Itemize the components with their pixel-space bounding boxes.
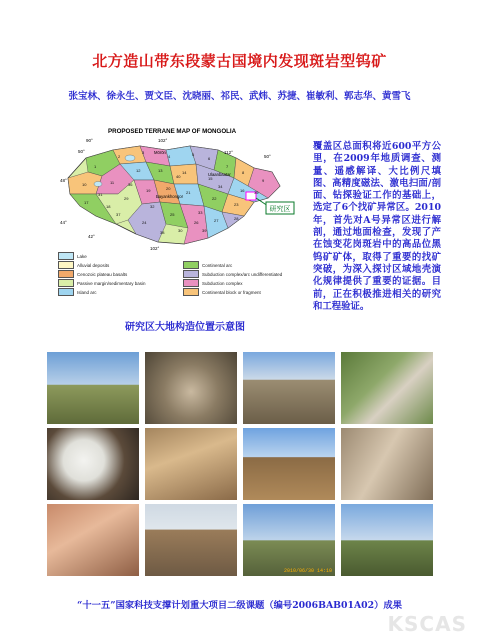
terrane-number: 27 bbox=[214, 218, 219, 223]
photo-excavator-trench bbox=[243, 428, 335, 500]
legend-label: Continental arc bbox=[202, 262, 233, 268]
terrane-number: 31 bbox=[98, 192, 103, 197]
author-list: 张宝林、徐永生、贾文臣、沈晓丽、祁民、武炜、苏捷、崔敏利、郭志华、黄雪飞 bbox=[68, 91, 411, 102]
photo-handheld-analyzer bbox=[47, 428, 139, 500]
legend-swatch bbox=[183, 261, 199, 269]
svg-text:44°: 44° bbox=[60, 220, 67, 225]
terrane-number: 8 bbox=[242, 170, 245, 175]
legend-item bbox=[183, 261, 232, 269]
terrane-number: 28 bbox=[234, 216, 239, 221]
legend-item bbox=[183, 288, 261, 296]
terrane-number: 26 bbox=[194, 220, 199, 225]
terrane-number: 30 bbox=[178, 228, 183, 233]
map-caption: 研究区大地构造位置示意图 bbox=[125, 322, 245, 333]
photo-timestamp: 2010/06/30 14:10 bbox=[283, 568, 332, 574]
svg-text:Ulaanbaatar: Ulaanbaatar bbox=[208, 172, 231, 177]
terrane-number: 6 bbox=[208, 156, 211, 161]
legend-item bbox=[58, 270, 127, 278]
funding-footer: “十一五”国家科技支撑计划重大项目二级课题（编号2006BAB01A02）成果 bbox=[76, 600, 402, 611]
terrane-number: 3 bbox=[142, 150, 145, 155]
svg-text:42°: 42° bbox=[88, 234, 95, 239]
terrane-number: 40 bbox=[176, 174, 181, 179]
terrane-number: 18 bbox=[106, 204, 111, 209]
page-title: 北方造山带东段蒙古国境内发现斑岩型钨矿 bbox=[92, 52, 387, 70]
terrane-number: 7 bbox=[226, 164, 229, 169]
photo-grassland-plain bbox=[47, 352, 139, 424]
project-description: 覆盖区总面积将近600平方公里，在2009年地质调查、测量、遥感解译、大比例尺填图、高精度磁法、激电扫面/剖面、钻探验证工作的基础上，选定了6个找矿异常区。2010年，首先对A号异常区进行解剖，通过地面检查，发现了产在蚀变花岗斑岩中的高品位黑钨矿矿体，取得了重要的找矿突破，为深入探讨区域地壳演化规律提供了重要的证据。目前，正在积极推进相关的研究和工程验证。 bbox=[313, 141, 441, 312]
svg-text:50°: 50° bbox=[264, 154, 271, 159]
svg-text:Mörön: Mörön bbox=[154, 150, 166, 155]
svg-text:Bayankhongor: Bayankhongor bbox=[156, 194, 184, 199]
terrane-number: 9 bbox=[262, 178, 265, 183]
terrane-number: 17 bbox=[84, 200, 89, 205]
research-area-label: 研究区 bbox=[269, 205, 291, 213]
terrane-number: 21 bbox=[186, 190, 191, 195]
terrane-number: 1 bbox=[94, 164, 97, 169]
terrane-map bbox=[58, 128, 303, 315]
legend-item bbox=[183, 279, 243, 287]
terrane-number: 24 bbox=[142, 220, 147, 225]
legend-item bbox=[58, 288, 97, 296]
photo-trench-view bbox=[145, 504, 237, 576]
photo-red-rock-trench bbox=[47, 504, 139, 576]
map-legend bbox=[58, 252, 303, 314]
terrane-number: 13 bbox=[158, 168, 163, 173]
map-title: PROPOSED TERRANE MAP OF MONGOLIA bbox=[108, 128, 237, 135]
photo-field-team-group bbox=[341, 504, 433, 576]
terrane-number: 25 bbox=[170, 212, 175, 217]
terrane-number: 32 bbox=[150, 204, 155, 209]
legend-label: Subduction complex bbox=[202, 280, 243, 286]
legend-label: Alluvial deposits bbox=[77, 262, 110, 268]
terrane-number: 11 bbox=[110, 180, 115, 185]
terrane-number: 35 bbox=[254, 190, 259, 195]
legend-swatch bbox=[58, 252, 74, 260]
terrane-number: 16 bbox=[240, 188, 245, 193]
terrane-number: 22 bbox=[212, 196, 217, 201]
legend-swatch bbox=[183, 270, 199, 278]
legend-label: Continental block or fragment bbox=[202, 289, 261, 295]
legend-swatch bbox=[183, 288, 199, 296]
photo-grid bbox=[47, 352, 433, 576]
watermark-logo: KSCAS bbox=[387, 612, 467, 636]
legend-swatch bbox=[183, 279, 199, 287]
legend-swatch bbox=[58, 270, 74, 278]
svg-text:102°: 102° bbox=[150, 246, 160, 251]
terrane-number: 20 bbox=[166, 186, 171, 191]
map-graphic bbox=[58, 128, 303, 253]
photo-outcrop-with-truck bbox=[243, 352, 335, 424]
legend-item bbox=[58, 279, 146, 287]
photo-rock-pile-closeup bbox=[145, 428, 237, 500]
terrane-number: 36 bbox=[128, 182, 133, 187]
terrane-number: 14 bbox=[182, 170, 187, 175]
legend-swatch bbox=[58, 288, 74, 296]
terrane-number: 19 bbox=[146, 188, 151, 193]
legend-swatch bbox=[58, 261, 74, 269]
terrane-number: 39 bbox=[202, 228, 207, 233]
photo-weathered-outcrop bbox=[341, 428, 433, 500]
legend-label: Cenozoic plateau basalts bbox=[77, 271, 128, 277]
terrane-number: 10 bbox=[82, 182, 87, 187]
svg-text:90°: 90° bbox=[86, 138, 93, 143]
terrane-number: 12 bbox=[136, 168, 141, 173]
legend-label: Subduction complex/arc undifferentiated bbox=[202, 271, 283, 277]
photo-ore-sample-in-hand bbox=[145, 352, 237, 424]
photo-rock-in-gloved-hand bbox=[341, 352, 433, 424]
terrane-number: 2 bbox=[118, 154, 121, 159]
terrane-number: 23 bbox=[234, 202, 239, 207]
legend-label: Lake bbox=[77, 253, 87, 259]
legend-item bbox=[58, 252, 87, 260]
terrane-number: 37 bbox=[116, 212, 121, 217]
terrane-number: 5 bbox=[192, 152, 195, 157]
terrane-number: 34 bbox=[218, 184, 223, 189]
terrane-number: 29 bbox=[124, 196, 129, 201]
terrane-number: 15 bbox=[208, 176, 213, 181]
legend-item bbox=[58, 261, 109, 269]
legend-label: Passive margin/sedimentary basin bbox=[77, 280, 146, 286]
terrane-number: 4 bbox=[168, 154, 171, 159]
svg-text:50°: 50° bbox=[78, 149, 85, 154]
svg-text:48°: 48° bbox=[60, 178, 67, 183]
legend-item bbox=[183, 270, 282, 278]
svg-text:102°: 102° bbox=[158, 138, 168, 143]
legend-label: Island arc bbox=[77, 289, 97, 295]
terrane-number: 38 bbox=[160, 230, 165, 235]
svg-text:112°: 112° bbox=[224, 150, 233, 155]
terrane-number: 33 bbox=[198, 210, 203, 215]
legend-swatch bbox=[58, 279, 74, 287]
photo-drill-rig bbox=[243, 504, 335, 576]
